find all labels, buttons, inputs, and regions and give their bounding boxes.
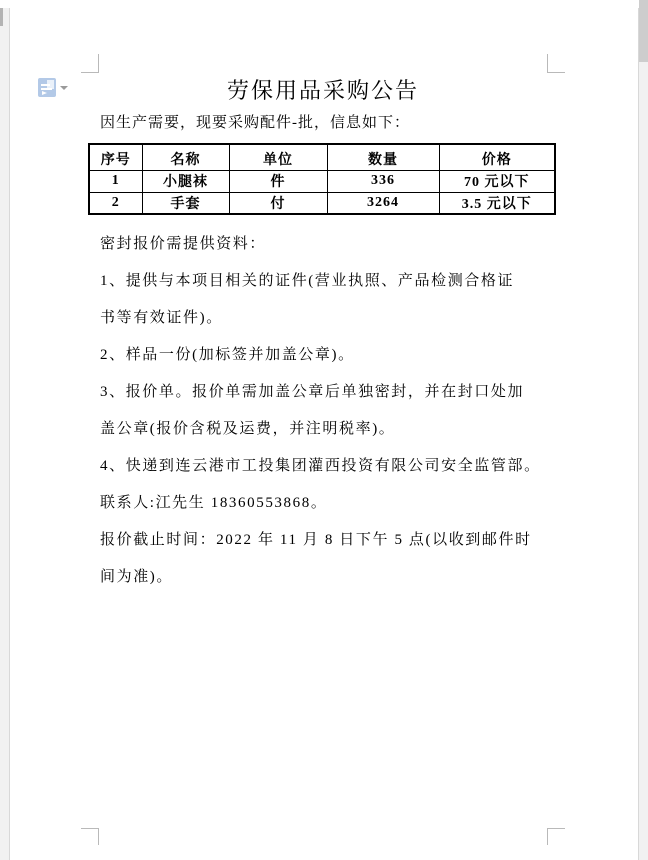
paragraph-line: 3、报价单。报价单需加盖公章后单独密封，并在封口处加: [100, 384, 525, 400]
paragraph-line: 2、样品一份(加标签并加盖公章)。: [100, 347, 355, 363]
paragraph-line: 1、提供与本项目相关的证件(营业执照、产品检测合格证: [100, 273, 515, 289]
margin-crop-mark-bottom-left: [81, 828, 99, 845]
paste-options-icon: [41, 88, 52, 90]
intro-paragraph: 因生产需要，现要采购配件-批，信息如下：: [100, 115, 410, 131]
table-cell: 3264: [327, 192, 439, 214]
chevron-down-icon[interactable]: [60, 86, 68, 90]
table-header-cell: 序号: [89, 144, 142, 170]
table-cell: 70 元以下: [439, 170, 555, 192]
vertical-scrollbar-thumb[interactable]: [639, 0, 648, 62]
paragraph-line: 密封报价需提供资料：: [100, 236, 267, 252]
table-header-cell: 名称: [142, 144, 229, 170]
table-cell: 小腿袜: [142, 170, 229, 192]
page-title: 劳保用品采购公告: [226, 78, 419, 103]
paragraph-line: 报价截止时间：2022 年 11 月 8 日下午 5 点(以收到邮件时: [100, 532, 532, 548]
paste-options-icon: [42, 91, 47, 95]
table-cell: 手套: [142, 192, 229, 214]
items-table: [88, 143, 556, 215]
paste-options-icon: [41, 84, 50, 86]
margin-crop-mark-top-right: [547, 54, 565, 73]
paragraph-line: 书等有效证件)。: [100, 310, 223, 326]
body-paragraphs: [100, 226, 560, 596]
window-edge-notch: [0, 8, 3, 26]
table-cell: 件: [229, 170, 327, 192]
canvas-gutter-left: [0, 8, 10, 860]
table-header-cell: 价格: [439, 144, 555, 170]
table-cell: 1: [89, 170, 142, 192]
table-cell: 3.5 元以下: [439, 192, 555, 214]
margin-crop-mark-bottom-right: [547, 828, 565, 845]
table-row: [89, 192, 555, 214]
table-row: [89, 170, 555, 192]
canvas-gutter-right: [638, 8, 648, 860]
paragraph-line: 4、快递到连云港市工投集团灌西投资有限公司安全监管部。: [100, 458, 541, 474]
margin-crop-mark-top-left: [81, 54, 99, 73]
paste-options-button[interactable]: [38, 78, 56, 97]
paragraph-line: 盖公章(报价含税及运费，并注明税率)。: [100, 421, 396, 437]
table-cell: 336: [327, 170, 439, 192]
table-cell: 付: [229, 192, 327, 214]
table-header-cell: 单位: [229, 144, 327, 170]
paragraph-line: 间为准)。: [100, 569, 173, 585]
paragraph-line: 联系人:江先生 18360553868。: [100, 495, 328, 511]
table-header-cell: 数量: [327, 144, 439, 170]
table-header-row: [89, 144, 555, 170]
table-cell: 2: [89, 192, 142, 214]
